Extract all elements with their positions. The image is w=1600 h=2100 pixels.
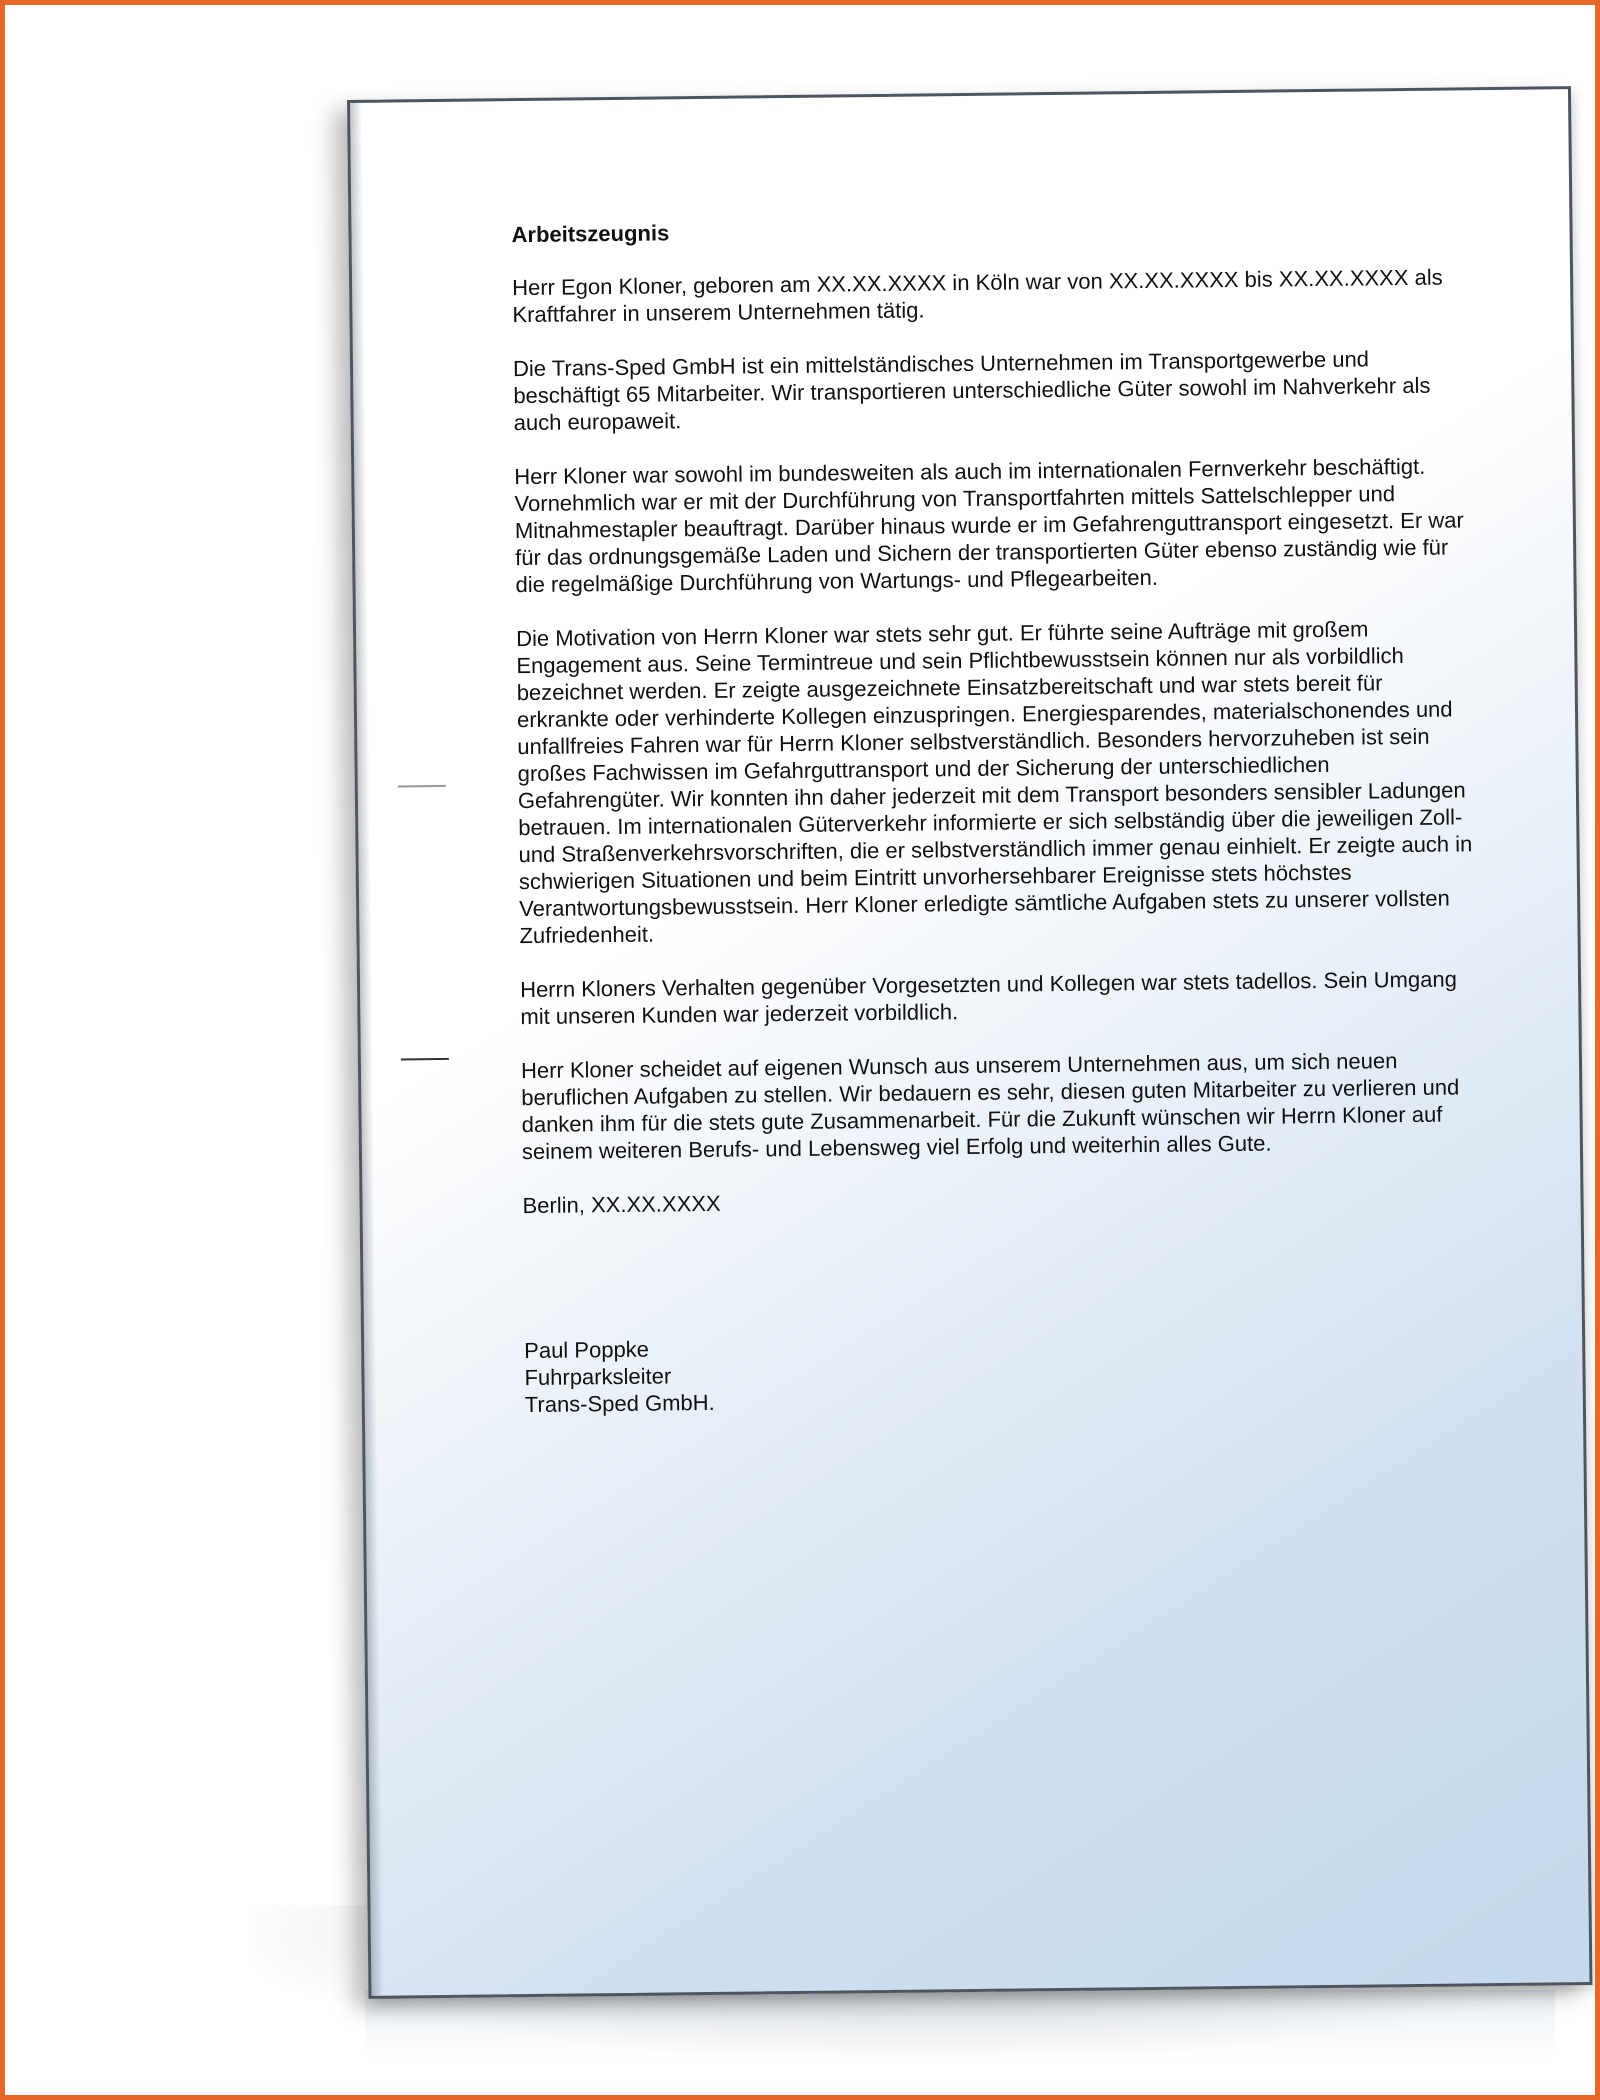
signatory-role: Fuhrparksleiter [524, 1363, 672, 1391]
paragraph-conduct: Herrn Kloners Verhalten gegenüber Vorgesetzten und Kollegen war stets tadellos. Sein Umgang mit unseren Kunden war jederzeit vorbildlich. [519, 966, 1457, 1030]
paragraph-duties: Herr Kloner war sowohl im bundesweiten als auch im internationalen Fernverkehr beschäftigt. Vornehmlich war er mit der Durchführung von Transportfahrten mittels Sattelschlepper und Mitnahmestapler beauftragt. Darüber hinaus wurde er im Gefahrenguttransport eingesetzt. Er war für das ordnungsgemäße Laden und Sichern der transportierten Güter ebenso zuständig wie für die regelmäßige Durchführung von Wartungs- und Pflegearbeiten. [514, 453, 1464, 598]
fold-mark-hole-punch [401, 1058, 449, 1061]
paragraph-performance: Die Motivation von Herrn Kloner war stets sehr gut. Er führte seine Aufträge mit großem Engagement aus. Seine Termintreue und sein Pflichtbewusstsein können nur als vorbildlich bezeichnet werden. Er zeigte ausgezeichnete Einsatzbereitschaft und war stets bereit für erkrankte oder verhinderte Kollegen einzuspringen. Energiesparendes, materialschonendes und unfallfreies Fahren war für Herrn Kloner selbstverständlich. Besonders hervorzuheben ist sein großes Fachwissen im Gefahrguttransport und der Sicherung der unterschiedlichen Gefahrengüter. Wir konnten ihn daher jederzeit mit dem Transport besonders sensibler Ladungen betrauen. Im internationalen Güterverkehr informierte er sich selbständig über die jeweiligen Zoll- und Straßenverkehrsvorschriften, die er selbstverständlich immer genau einhielt. Er zeigte auch in schwierigen Situationen und beim Eintritt unvorhersehbarer Ereignisse stets höchstes Verantwortungsbewusstsein. Herr Kloner erledigte sämtliche Aufgaben stets zu unserer vollsten Zufriedenheit. [515, 616, 1473, 949]
page-reflection [365, 1990, 1555, 2060]
paragraph-employment-period: Herr Egon Kloner, geboren am XX.XX.XXXX in Köln war von XX.XX.XXXX bis XX.XX.XXXX als Kraftfahrer in unserem Unternehmen tätig. [511, 264, 1443, 328]
signatory-company: Trans-Sped GmbH. [524, 1389, 715, 1418]
place-and-date: Berlin, XX.XX.XXXX [522, 1190, 721, 1219]
paragraph-departure: Herr Kloner scheidet auf eigenen Wunsch aus unserem Unternehmen aus, um sich neuen beruflichen Aufgaben zu stellen. Wir bedauern es sehr, diesen guten Mitarbeiter zu verlieren und danken ihm für die stets gute Zusammenarbeit. Für die Zukunft wünschen wir Herrn Kloner auf seinem weiteren Berufs- und Lebensweg viel Erfolg und weiterhin alles Gute. [520, 1048, 1460, 1165]
signatory-name: Paul Poppke [524, 1336, 650, 1364]
page-edge-shading [350, 103, 383, 1996]
document-page [347, 86, 1592, 1999]
fold-mark-top [398, 785, 446, 788]
signature-block [524, 1326, 1485, 1418]
document-content [511, 210, 1485, 1418]
paragraph-company-description: Die Trans-Sped GmbH ist ein mittelständisches Unternehmen im Transportgewerbe und beschäftigt 65 Mitarbeiter. Wir transportieren unterschiedliche Güter sowohl im Nahverkehr als auch europaweit. [512, 346, 1431, 436]
document-title: Arbeitszeugnis [511, 220, 670, 248]
